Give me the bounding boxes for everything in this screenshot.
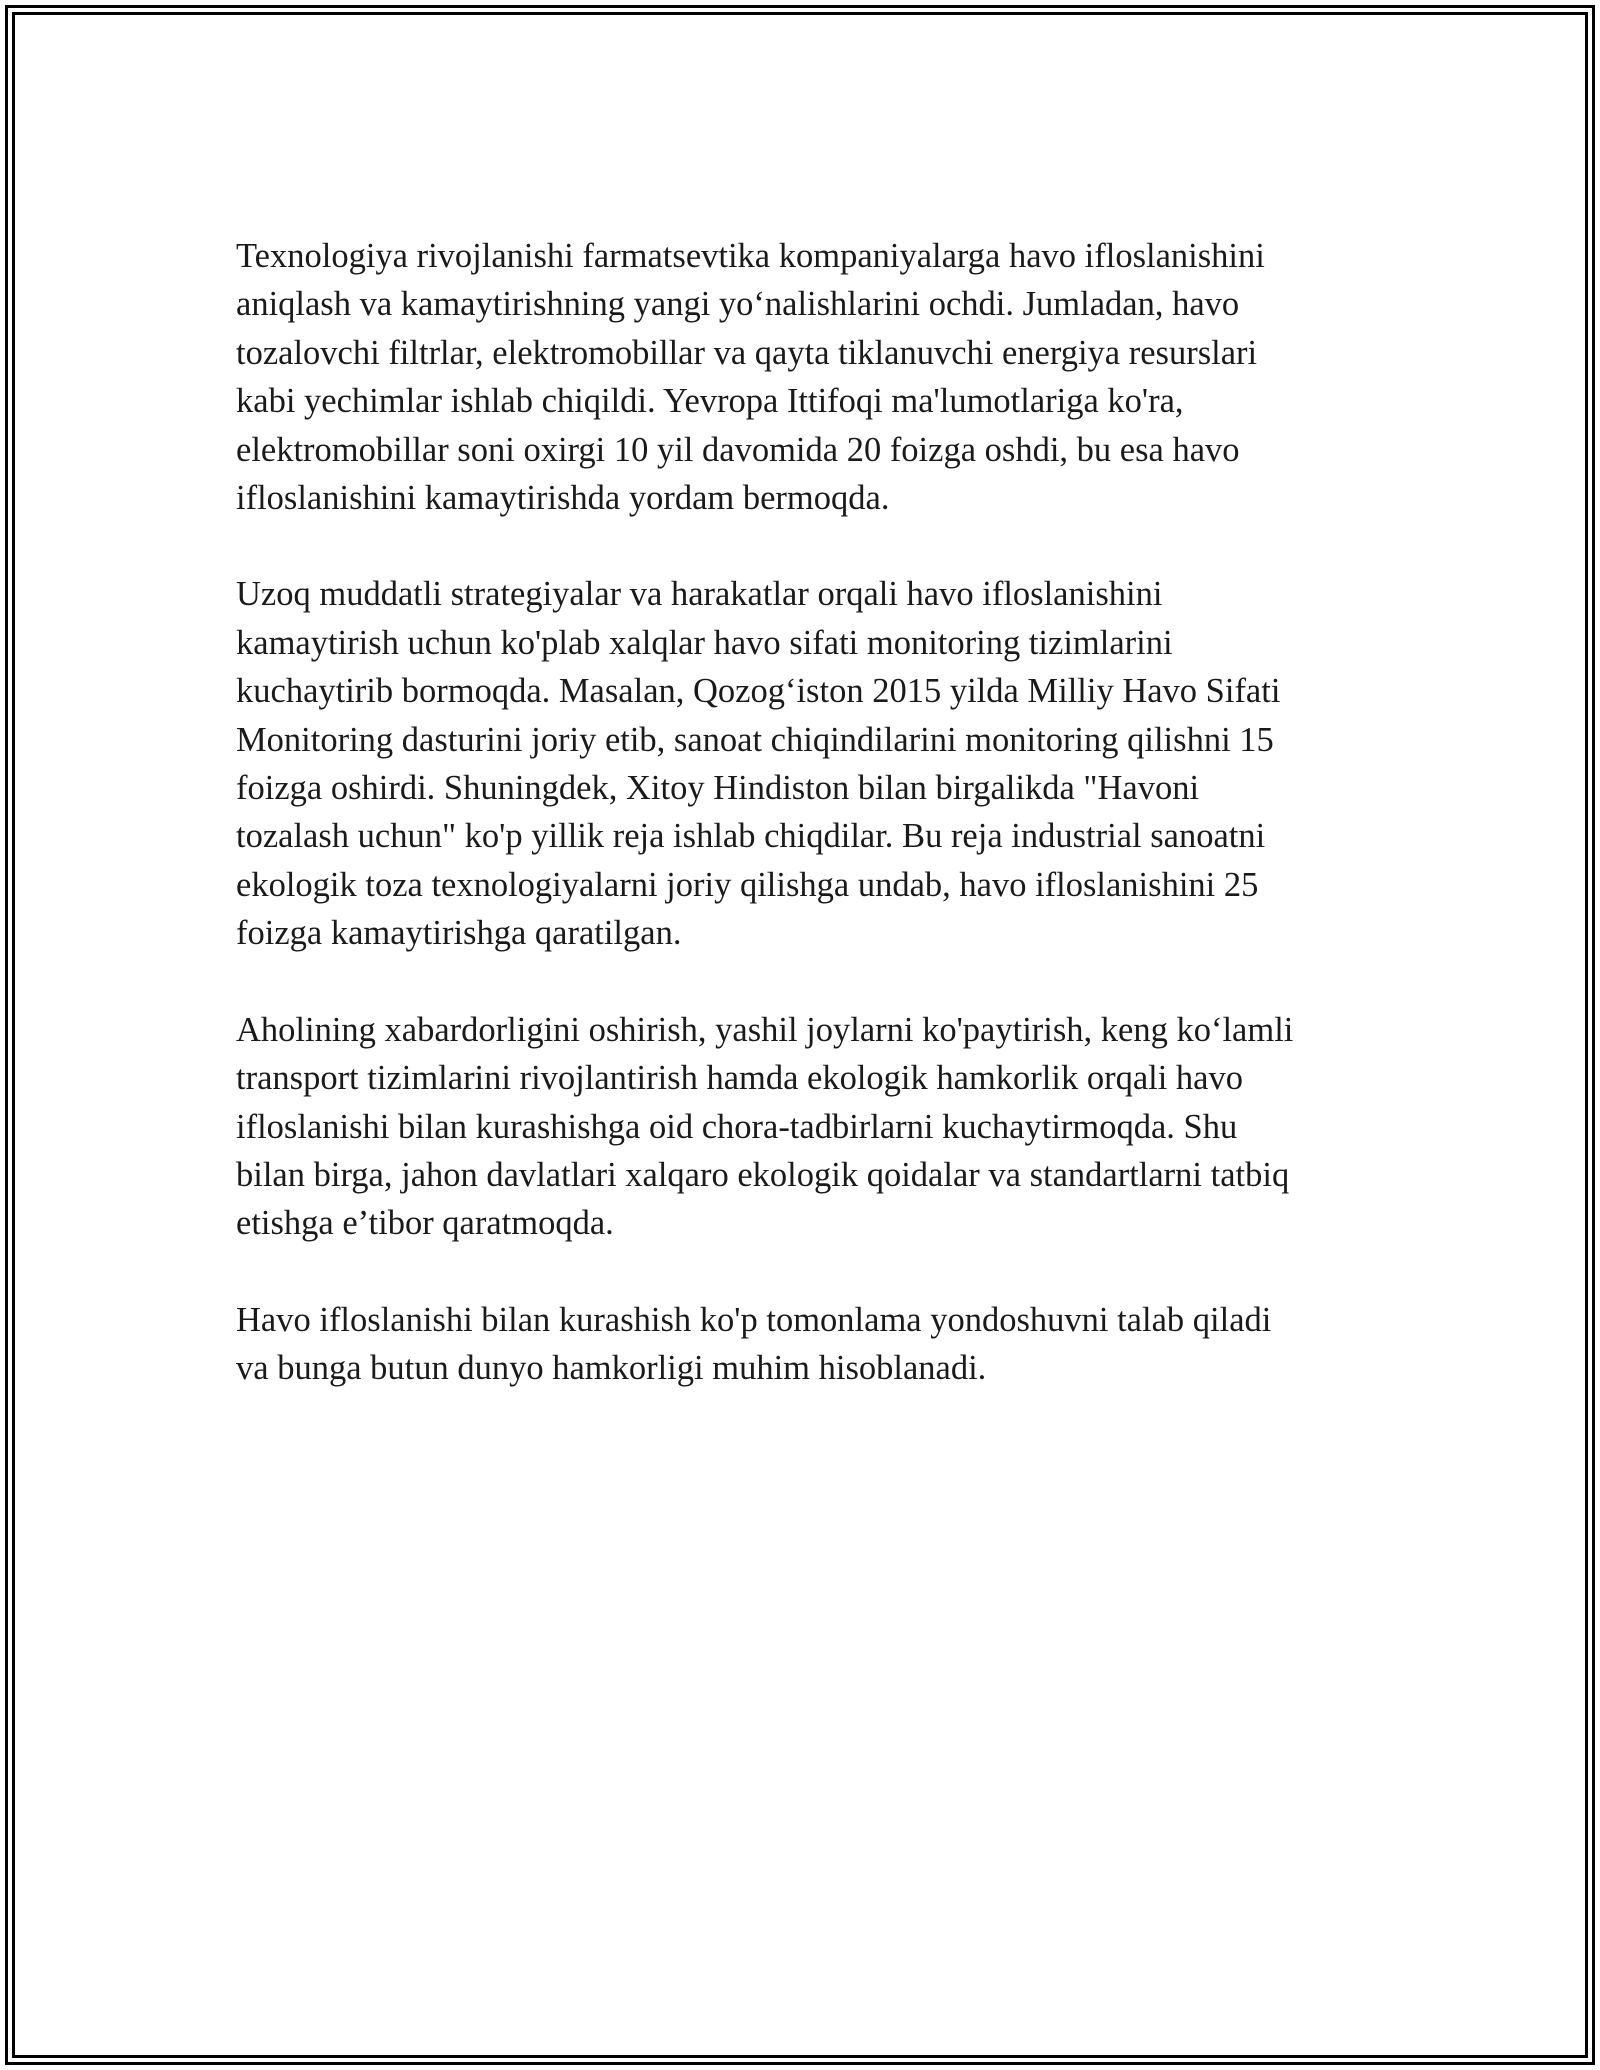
- paragraph-conclusion: Havo ifloslanishi bilan kurashish ko'p tomonlama yondoshuvni talab qiladi va bunga butun dunyo hamkorligi muhim hisoblanadi.: [236, 1300, 1272, 1388]
- paragraph-strategies: Uzoq muddatli strategiyalar va harakatlar orqali havo ifloslanishini kamaytirish uchun ko'plab xalqlar havo sifati monitoring tizimlarini kuchaytirib bormoqda. Masalan, Qozog‘iston 2015 yilda Milliy Havo Sifati Monitoring dasturini joriy etib, sanoat chiqindilarini monitoring qilishni 15 foizga oshirdi. Shuningdek, Xitoy Hindiston bilan birgalikda "Havoni tozalash uchun" ko'p yillik reja ishlab chiqdilar. Bu reja industrial sanoatni ekologik toza texnologiyalarni joriy qilishga undab, havo ifloslanishini 25 foizga kamaytirishga qaratilgan.: [236, 575, 1281, 953]
- paragraph-awareness: Aholining xabardorligini oshirish, yashil joylarni ko'paytirish, keng ko‘lamli transport tizimlarini rivojlantirish hamda ekologik hamkorlik orqali havo ifloslanishi bilan kurashishga oid chora-tadbirlarni kuchaytirmoqda. Shu bilan birga, jahon davlatlari xalqaro ekologik qoidalar va standartlarni tatbiq etishga e’tibor qaratmoqda.: [236, 1010, 1294, 1243]
- document-body: [236, 232, 1386, 1441]
- paragraph-technology: Texnologiya rivojlanishi farmatsevtika kompaniyalarga havo ifloslanishini aniqlash va kamaytirishning yangi yo‘nalishlarini ochdi. Jumladan, havo tozalovchi filtrlar, elektromobillar va qayta tiklanuvchi energiya resurslari kabi yechimlar ishlab chiqildi. Yevropa Ittifoqi ma'lumotlariga ko'ra, elektromobillar soni oxirgi 10 yil davomida 20 foizga oshdi, bu esa havo ifloslanishini kamaytirishda yordam bermoqda.: [236, 237, 1265, 518]
